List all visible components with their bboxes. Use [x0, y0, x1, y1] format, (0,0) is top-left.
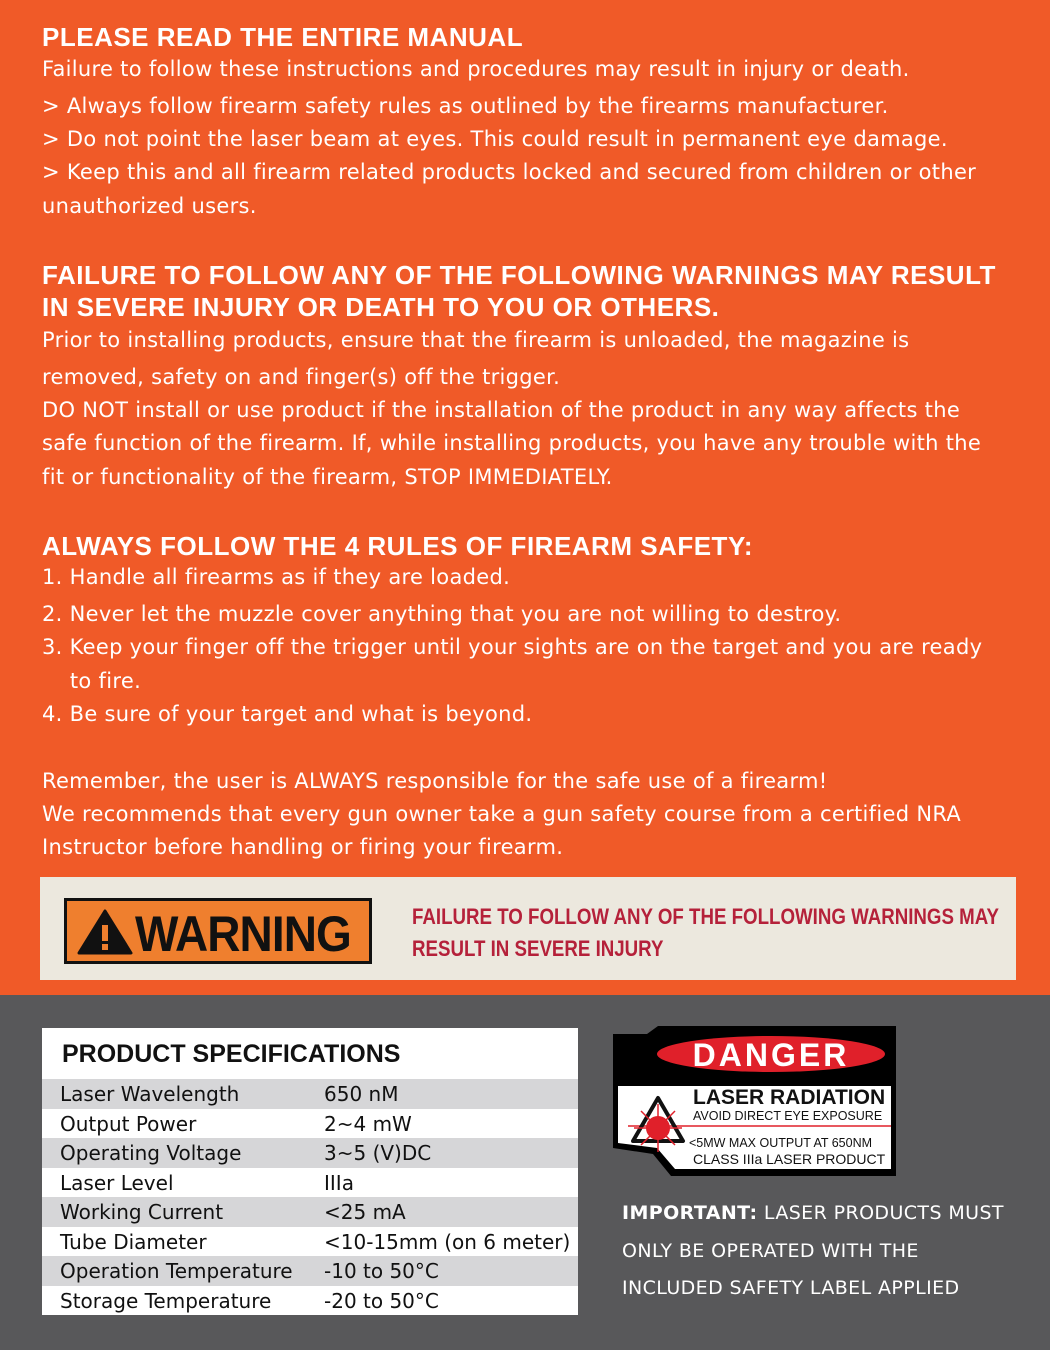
table-row	[42, 1109, 578, 1139]
important-text: INCLUDED SAFETY LABEL APPLIED	[622, 1277, 960, 1299]
warning-banner-text	[412, 901, 999, 965]
danger-subtitle: AVOID DIRECT EYE EXPOSURE	[693, 1109, 883, 1123]
rule-item: 4. Be sure of your target and what is beyond.	[42, 702, 533, 726]
text-line: Instructor before handling or firing your firearm.	[42, 835, 564, 859]
heading-failure-warnings: IN SEVERE INJURY OR DEATH TO YOU OR OTHERS.	[42, 292, 720, 322]
danger-class: CLASS IIIa LASER PRODUCT	[693, 1151, 886, 1167]
text-line: unauthorized users.	[42, 194, 257, 218]
rule-item: 3. Keep your finger off the trigger until your sights are on the target and you are ready	[42, 635, 983, 659]
text-line: > Do not point the laser beam at eyes. This could result in permanent eye damage.	[42, 127, 948, 151]
text-line: Prior to installing products, ensure that the firearm is unloaded, the magazine is	[42, 328, 910, 352]
spec-value: 2~4 mW	[324, 1111, 412, 1136]
danger-laser-label	[613, 1026, 896, 1176]
table-row	[42, 1256, 578, 1286]
rule-item: 2. Never let the muzzle cover anything that you are not willing to destroy.	[42, 602, 842, 626]
table-row	[42, 1227, 578, 1257]
text-line: Failure to follow these instructions and procedures may result in injury or death.	[42, 57, 910, 81]
spec-key: Output Power	[60, 1111, 197, 1136]
product-specifications-table	[42, 1028, 578, 1315]
rule-item: to fire.	[42, 669, 142, 693]
warning-line: RESULT IN SEVERE INJURY	[412, 936, 664, 961]
spec-value: IIIa	[324, 1170, 354, 1195]
table-row	[42, 1168, 578, 1198]
spec-value: -10 to 50°C	[324, 1259, 439, 1283]
warning-badge	[64, 898, 372, 964]
spec-key: Laser Level	[60, 1170, 174, 1195]
text-line: fit or functionality of the firearm, STOP IMMEDIATELY.	[42, 465, 613, 489]
text-line: safe function of the firearm. If, while installing products, you have any trouble with the	[42, 431, 982, 455]
spec-value: <10-15mm (on 6 meter)	[324, 1229, 571, 1254]
important-text: ONLY BE OPERATED WITH THE	[622, 1239, 919, 1262]
table-row	[42, 1138, 578, 1168]
spec-value: 650 nM	[324, 1082, 399, 1106]
heading-failure-warnings: FAILURE TO FOLLOW ANY OF THE FOLLOWING WARNINGS MAY RESULT	[42, 260, 996, 290]
table-row	[42, 1286, 578, 1316]
table-row	[42, 1079, 578, 1109]
text-line: removed, safety on and finger(s) off the trigger.	[42, 365, 561, 389]
spec-key: Operation Temperature	[60, 1259, 293, 1283]
danger-output: <5MW MAX OUTPUT AT 650NM	[689, 1136, 873, 1150]
heading-read-manual: PLEASE READ THE ENTIRE MANUAL	[42, 22, 524, 52]
rule-item: 1. Handle all firearms as if they are loaded.	[42, 565, 511, 589]
warning-triangle-icon	[77, 909, 133, 955]
warning-badge-text: WARNING	[135, 906, 351, 962]
warning-banner	[40, 877, 1016, 980]
heading-safety-rules: ALWAYS FOLLOW THE 4 RULES OF FIREARM SAFETY:	[42, 531, 754, 561]
specs-title: PRODUCT SPECIFICATIONS	[62, 1040, 401, 1068]
spec-key: Operating Voltage	[60, 1141, 242, 1165]
spec-key: Working Current	[60, 1200, 224, 1224]
spec-value: -20 to 50°C	[324, 1288, 439, 1313]
text-line: > Keep this and all firearm related products locked and secured from children or other	[42, 160, 977, 184]
text-line: DO NOT install or use product if the installation of the product in any way affects the	[42, 398, 961, 422]
spec-value: <25 mA	[324, 1200, 406, 1224]
danger-title: LASER RADIATION	[693, 1086, 886, 1109]
important-text: LASER PRODUCTS MUST	[757, 1202, 1004, 1224]
table-row	[42, 1197, 578, 1227]
important-label: IMPORTANT:	[622, 1202, 758, 1224]
important-note	[622, 1195, 1004, 1308]
danger-header: DANGER	[692, 1037, 850, 1073]
text-line: We recommends that every gun owner take a gun safety course from a certified NRA	[42, 802, 962, 826]
spec-value: 3~5 (V)DC	[324, 1141, 432, 1165]
spec-key: Laser Wavelength	[60, 1082, 240, 1106]
spec-key: Storage Temperature	[60, 1288, 272, 1313]
text-line: > Always follow firearm safety rules as outlined by the firearms manufacturer.	[42, 94, 889, 118]
bottom-panel	[0, 995, 1050, 1350]
spec-key: Tube Diameter	[60, 1229, 207, 1254]
warning-line: FAILURE TO FOLLOW ANY OF THE FOLLOWING WARNINGS MAY	[412, 904, 999, 929]
text-line: Remember, the user is ALWAYS responsible for the safe use of a firearm!	[42, 769, 828, 793]
